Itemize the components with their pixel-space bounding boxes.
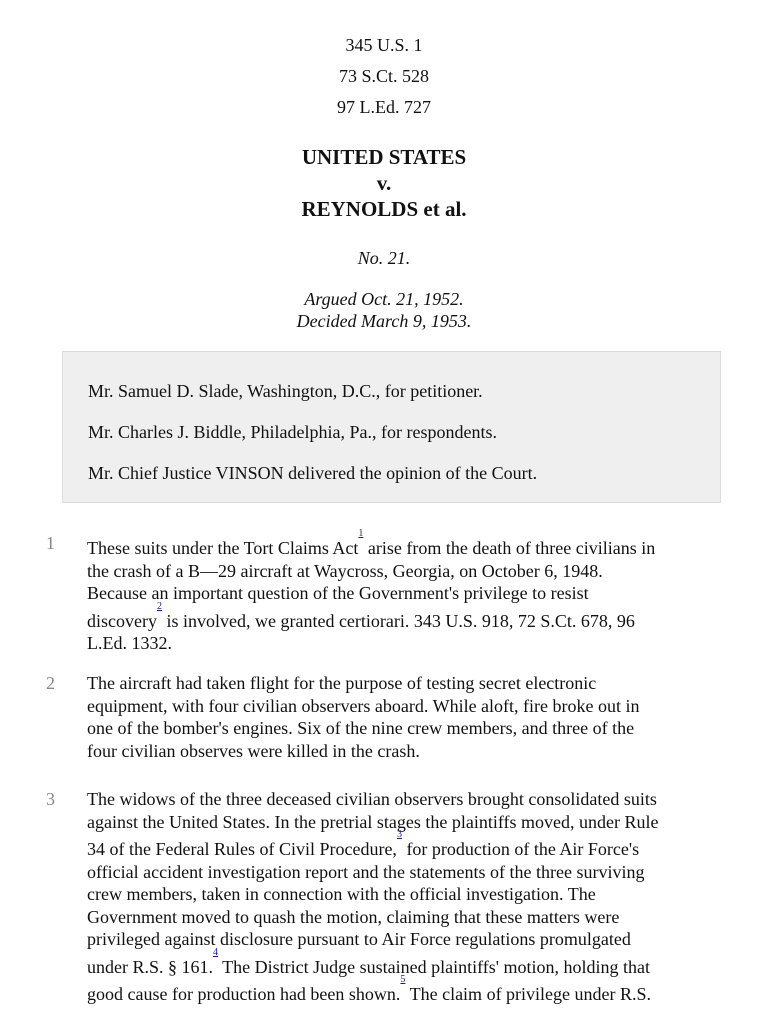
paragraph-text [87,528,656,655]
text-segment: the crash of a B—29 aircraft at Waycross, Georgia, on October 6, 1948. [87,560,603,581]
footnote-link[interactable]: 5 [400,974,406,985]
docket-number: No. 21. [357,248,411,268]
text-segment: discovery [87,610,157,631]
text-segment: The aircraft had taken flight for the purpose of testing secret electronic [87,673,597,693]
text-segment: one of the bomber's engines. Six of the nine crew members, and three of the [87,718,635,738]
text-line [87,695,640,718]
paragraph-number: 2 [46,673,55,693]
decided-date: Decided March 9, 1953. [296,311,472,331]
text-segment: These suits under the Tort Claims Act [87,538,359,558]
text-line [87,740,640,763]
text-segment: four civilian observes were killed in the crash. [87,740,420,761]
counsel-box [62,351,721,503]
text-segment: crew members, taken in connection with the official investigation. The [87,884,596,904]
text-line [87,582,655,605]
text-segment: official accident investigation report and the statements of the three surviving [87,861,645,882]
paragraph-text [87,788,659,1006]
text-line [87,600,655,633]
text-segment: 34 of the Federal Rules of Civil Procedure, [87,839,397,859]
text-line [87,883,659,906]
text-segment: Government moved to quash the motion, claiming that these matters were [87,906,620,927]
text-segment: Because an important question of the Government's privilege to resist [87,583,589,603]
text-line [87,528,656,560]
text-line [87,829,659,861]
citation-sct: 73 S.Ct. 528 [338,66,430,86]
text-line [87,788,659,811]
text-line [87,632,655,655]
text-line [87,974,659,1006]
text-line [87,928,659,951]
text-segment: good cause for production had been shown. [87,984,401,1004]
text-line [87,672,640,695]
text-line [87,811,659,834]
text-segment: L.Ed. 1332. [87,633,172,653]
text-line [87,906,659,929]
text-segment: equipment, with four civilian observers aboard. While aloft, fire broke out in [87,695,640,716]
footnote-link[interactable]: 1 [358,528,364,539]
text-line [87,560,655,583]
citation-led: 97 L.Ed. 727 [337,97,431,117]
text-segment: The District Judge sustained plaintiffs' motion, holding that [218,956,651,977]
text-segment: The widows of the three deceased civilian observers brought consolidated suits [87,789,657,809]
text-line [87,861,659,884]
text-segment: The claim of privilege under R.S. [405,984,652,1004]
counsel-respondents: Mr. Charles J. Biddle, Philadelphia, Pa., for respondents. [88,422,497,442]
case-title-party1: UNITED STATES [301,145,467,169]
paragraph-number: 3 [46,789,55,809]
footnote-link[interactable]: 2 [156,600,162,612]
counsel-petitioner: Mr. Samuel D. Slade, Washington, D.C., for petitioner. [88,381,483,401]
text-segment: under R.S. § 161. [87,956,213,977]
paragraph-number: 1 [46,533,55,553]
text-segment: against the United States. In the pretrial stages the plaintiffs moved, under Rule [87,811,659,832]
footnote-link[interactable]: 3 [396,829,402,840]
text-segment: privileged against disclosure pursuant to Air Force regulations promulgated [87,929,631,949]
text-segment: for production of the Air Force's [401,839,640,859]
opinion-author: Mr. Chief Justice VINSON delivered the opinion of the Court. [88,463,538,483]
argued-date: Argued Oct. 21, 1952. [304,289,464,309]
footnote-link[interactable]: 4 [213,946,218,958]
citation-us: 345 U.S. 1 [345,35,423,55]
text-line [87,946,659,979]
text-segment: arise from the death of three civilians in [363,538,656,558]
text-segment: is involved, we granted certiorari. 343 U.S. 918, 72 S.Ct. 678, 96 [161,610,635,631]
case-title-party2: REYNOLDS et al. [301,197,467,221]
paragraph-text [87,672,640,762]
text-line [87,717,640,740]
case-title-versus: v. [376,171,392,195]
